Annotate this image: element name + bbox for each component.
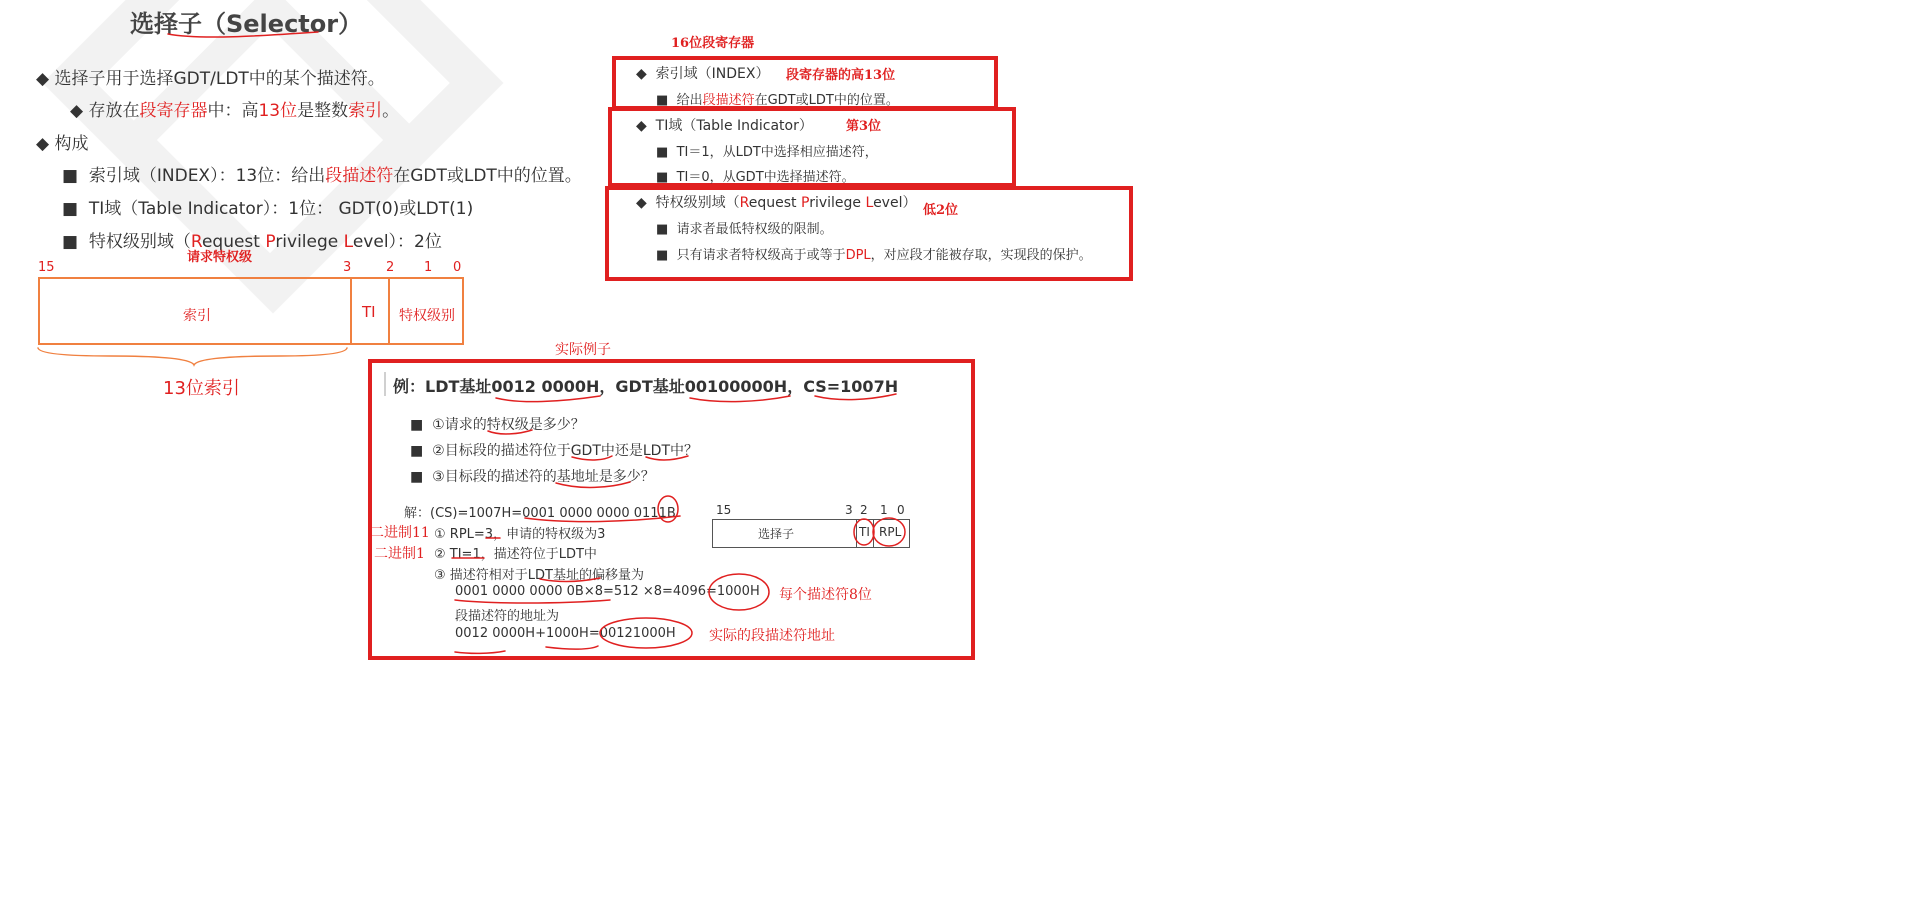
square-bullet-icon: ■ [410,469,433,485]
ti-item-1: ■ TI＝1，从LDT中选择相应描述符， [656,145,878,160]
bullet-1-sub: ◆ 存放在段寄存器中：高13位是整数索引。 [70,101,400,121]
question-1: ■ ①请求的特权级是多少？ [410,417,585,433]
field-ti: TI [362,303,376,321]
annotation-high13: 段寄存器的高13位 [786,68,896,83]
divider [856,519,857,548]
square-bullet-icon: ■ [656,145,677,160]
square-bullet-icon: ■ [410,443,433,459]
solution-line: 段描述符的地址为 [455,609,560,624]
bullet-2: ◆ 构成 [36,134,89,154]
dia-bit-label: 0 [897,503,905,517]
field-index: 索引 [183,308,211,324]
ti-heading: ◆ TI域（Table Indicator） [636,118,813,134]
dia-field-ti: TI [859,525,870,539]
annotation-bit3: 第3位 [846,119,882,134]
annotation-request-priv: 请求特权级 [187,250,253,265]
slide-title: 选择子（Selector） [130,10,363,38]
dia-bit-label: 3 [845,503,853,517]
annotation-low2: 低2位 [923,203,959,218]
index-item: ■ 给出段描述符在GDT或LDT中的位置。 [656,93,899,108]
annotation-real-example: 实际例子 [555,342,611,358]
diamond-bullet-icon: ◆ [636,66,656,82]
bit-label: 3 [343,260,352,275]
divider [388,277,390,345]
square-bullet-icon: ■ [62,232,89,252]
ti-item-2: ■ TI＝0，从GDT中选择描述符。 [656,170,855,185]
square-bullet-icon: ■ [656,170,677,185]
diamond-bullet-icon: ◆ [70,101,89,121]
annotation-8bit: 每个描述符8位 [779,587,872,603]
bullet-2-ti: ■ TI域（Table Indicator）：1位： GDT(0)或LDT(1) [62,199,474,219]
solution-line: ③ 描述符相对于LDT基址的偏移量为 [434,568,644,583]
annotation-binary-11: 二进制11 [370,525,430,541]
priv-item-1: ■ 请求者最低特权级的限制。 [656,222,833,237]
square-bullet-icon: ■ [656,222,677,237]
question-2: ■ ②目标段的描述符位于GDT中还是LDT中？ [410,443,699,459]
square-bullet-icon: ■ [410,417,433,433]
dia-field-rpl: RPL [879,525,902,539]
square-bullet-icon: ■ [62,199,89,219]
annotation-16bit: 16位段寄存器 [671,36,755,51]
bit-label: 15 [38,260,55,275]
square-bullet-icon: ■ [656,248,677,263]
field-priv: 特权级别 [399,308,455,324]
annotation-actual-addr: 实际的段描述符地址 [709,628,835,644]
example-accent-bar [384,372,386,396]
example-heading: 例：LDT基址0012 0000H，GDT基址00100000H，CS=1007H [393,377,899,396]
dia-bit-label: 2 [860,503,868,517]
index-heading: ◆ 索引域（INDEX） [636,66,770,82]
bullet-2-priv: ■ 特权级别域（Request Privilege Level）：2位 [62,232,442,252]
bit-label: 0 [453,260,462,275]
priv-item-2: ■ 只有请求者特权级高于或等于DPL，对应段才能被存取，实现段的保护。 [656,248,1092,263]
bullet-1: ◆ 选择子用于选择GDT/LDT中的某个描述符。 [36,69,385,89]
diamond-bullet-icon: ◆ [636,118,656,134]
solution-line: 0012 0000H+1000H=00121000H [455,626,676,641]
question-3: ■ ③目标段的描述符的基地址是多少？ [410,469,655,485]
dia-bit-label: 1 [880,503,888,517]
dia-bit-label: 15 [716,503,732,517]
brace-label: 13位索引 [163,378,240,399]
annotation-binary-1: 二进制1 [374,546,425,562]
bit-label: 2 [386,260,395,275]
diamond-bullet-icon: ◆ [636,195,656,211]
diamond-bullet-icon: ◆ [36,134,55,154]
bit-label: 1 [424,260,433,275]
bullet-2-index: ■ 索引域（INDEX）：13位：给出段描述符在GDT或LDT中的位置。 [62,166,582,186]
diamond-bullet-icon: ◆ [36,69,55,89]
priv-heading: ◆ 特权级别域（Request Privilege Level） [636,195,917,211]
square-bullet-icon: ■ [62,166,89,186]
divider [350,277,352,345]
square-bullet-icon: ■ [656,93,677,108]
solution-line: ① RPL=3，申请的特权级为3 [434,527,606,542]
divider [873,519,874,548]
solution-line: 0001 0000 0000 0B×8=512 ×8=4096=1000H [455,584,760,599]
dia-field-selector: 选择子 [758,527,795,541]
solution-line: 解：(CS)=1007H=0001 0000 0000 0111B [404,506,676,521]
solution-line: ② TI=1，描述符位于LDT中 [434,547,597,562]
